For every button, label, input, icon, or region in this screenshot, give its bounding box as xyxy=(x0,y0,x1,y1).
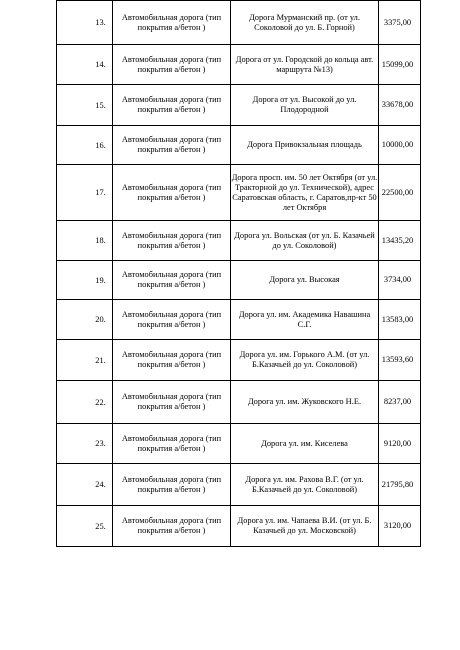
road-amount: 9120,00 xyxy=(379,424,421,464)
road-amount: 15099,00 xyxy=(379,45,421,85)
road-name: Дорога ул. Вольская (от ул. Б. Казачьей до ул. Соколовой) xyxy=(231,221,379,261)
road-amount: 8237,00 xyxy=(379,381,421,424)
road-amount: 13593,60 xyxy=(379,340,421,381)
row-number: 25. xyxy=(57,506,113,547)
table-row xyxy=(57,85,421,126)
table-row xyxy=(57,300,421,340)
road-amount: 33678,00 xyxy=(379,85,421,126)
table-row xyxy=(57,126,421,165)
road-type: Автомобильная дорога (тип покрытия а/бетон ) xyxy=(113,221,231,261)
road-type: Автомобильная дорога (тип покрытия а/бетон ) xyxy=(113,1,231,45)
row-number: 23. xyxy=(57,424,113,464)
road-name: Дорога от ул. Городской до кольца авт. маршрута №13) xyxy=(231,45,379,85)
road-type: Автомобильная дорога (тип покрытия а/бетон ) xyxy=(113,506,231,547)
road-type: Автомобильная дорога (тип покрытия а/бетон ) xyxy=(113,165,231,221)
road-type: Автомобильная дорога (тип покрытия а/бетон ) xyxy=(113,126,231,165)
road-amount: 21795,80 xyxy=(379,464,421,506)
road-amount: 13435,20 xyxy=(379,221,421,261)
table-row xyxy=(57,506,421,547)
road-type: Автомобильная дорога (тип покрытия а/бетон ) xyxy=(113,340,231,381)
table-row xyxy=(57,45,421,85)
table-row xyxy=(57,261,421,300)
road-name: Дорога ул. им. Чапаева В.И. (от ул. Б. Казачьей до ул. Московской) xyxy=(231,506,379,547)
road-type: Автомобильная дорога (тип покрытия а/бетон ) xyxy=(113,45,231,85)
row-number: 16. xyxy=(57,126,113,165)
road-name: Дорога ул. им. Рахова В.Г. (от ул. Б.Казачьей до ул. Соколовой) xyxy=(231,464,379,506)
road-type: Автомобильная дорога (тип покрытия а/бетон ) xyxy=(113,261,231,300)
road-amount: 3375,00 xyxy=(379,1,421,45)
row-number: 15. xyxy=(57,85,113,126)
road-amount: 3120,00 xyxy=(379,506,421,547)
row-number: 13. xyxy=(57,1,113,45)
road-amount: 13583,00 xyxy=(379,300,421,340)
row-number: 18. xyxy=(57,221,113,261)
road-amount: 22500,00 xyxy=(379,165,421,221)
table-row xyxy=(57,424,421,464)
road-name: Дорога ул. Высокая xyxy=(231,261,379,300)
row-number: 22. xyxy=(57,381,113,424)
row-number: 19. xyxy=(57,261,113,300)
table-row xyxy=(57,221,421,261)
table-row xyxy=(57,1,421,45)
road-type: Автомобильная дорога (тип покрытия а/бетон ) xyxy=(113,300,231,340)
road-name: Дорога просп. им. 50 лет Октября (от ул. Тракторной до ул. Технической), адрес Саратовская область, г. Саратов,пр-кт 50 лет Октября xyxy=(231,165,379,221)
row-number: 24. xyxy=(57,464,113,506)
road-type: Автомобильная дорога (тип покрытия а/бетон ) xyxy=(113,85,231,126)
road-type: Автомобильная дорога (тип покрытия а/бетон ) xyxy=(113,381,231,424)
road-name: Дорога ул. им. Академика Навашина С.Г. xyxy=(231,300,379,340)
table-row xyxy=(57,165,421,221)
row-number: 14. xyxy=(57,45,113,85)
road-type: Автомобильная дорога (тип покрытия а/бетон ) xyxy=(113,464,231,506)
table-row xyxy=(57,340,421,381)
roads-table-body xyxy=(57,1,421,547)
road-name: Дорога ул. им. Киселева xyxy=(231,424,379,464)
row-number: 20. xyxy=(57,300,113,340)
road-name: Дорога Привокзальная площадь xyxy=(231,126,379,165)
road-name: Дорога ул. им. Жуковского Н.Е. xyxy=(231,381,379,424)
road-name: Дорога Мурманский пр. (от ул. Соколовой до ул. Б. Горной) xyxy=(231,1,379,45)
roads-table xyxy=(56,0,421,547)
row-number: 21. xyxy=(57,340,113,381)
road-name: Дорога ул. им. Горького А.М. (от ул. Б.Казачьей до ул. Соколовой) xyxy=(231,340,379,381)
road-amount: 3734,00 xyxy=(379,261,421,300)
table-row xyxy=(57,381,421,424)
road-name: Дорога от ул. Высокой до ул. Плодородной xyxy=(231,85,379,126)
table-row xyxy=(57,464,421,506)
road-amount: 10000,00 xyxy=(379,126,421,165)
road-type: Автомобильная дорога (тип покрытия а/бетон ) xyxy=(113,424,231,464)
row-number: 17. xyxy=(57,165,113,221)
